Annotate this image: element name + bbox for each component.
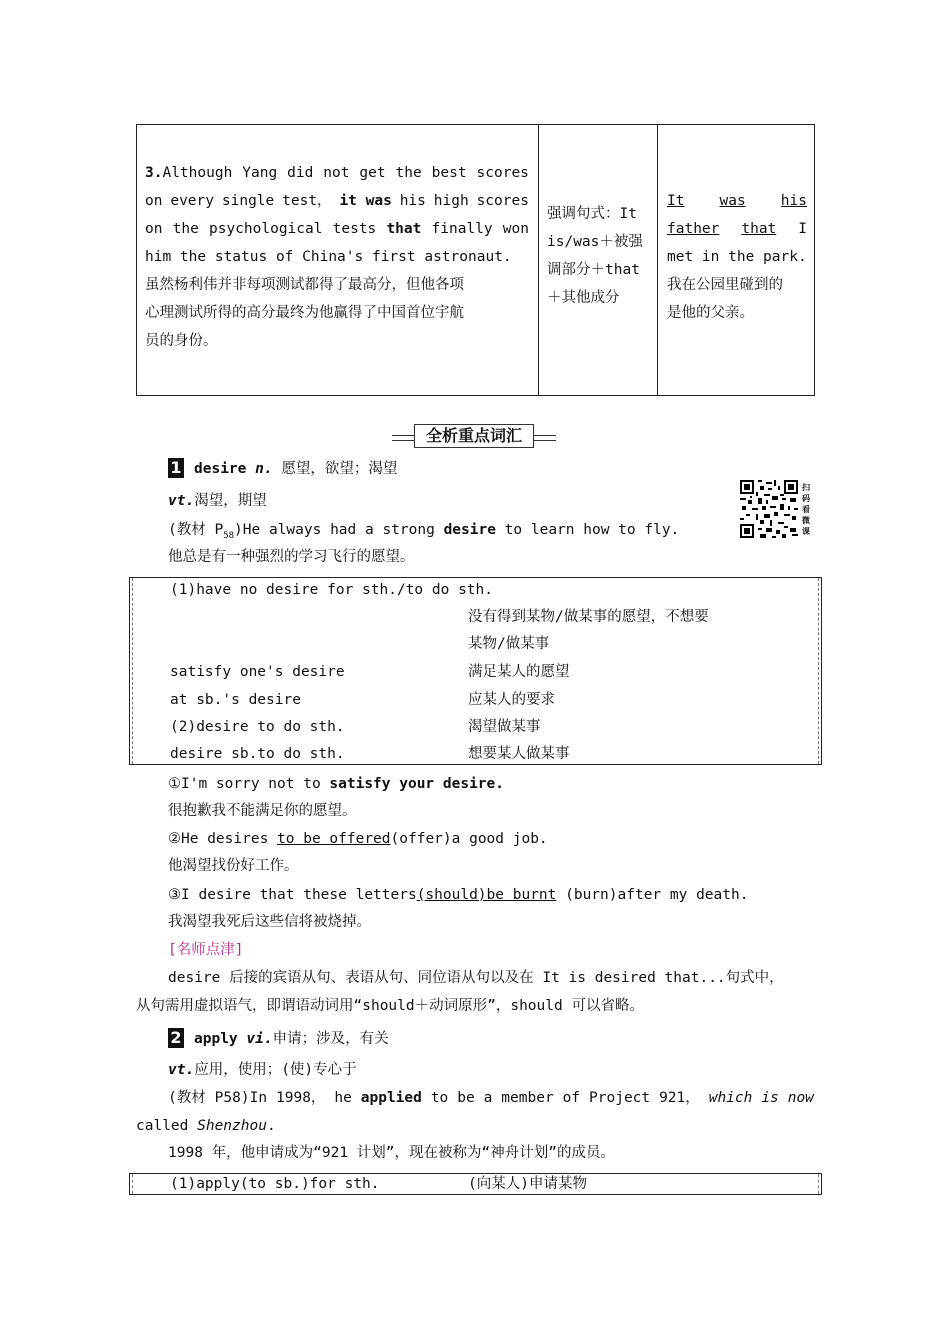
emphasis-that: that: [386, 221, 422, 237]
section-banner: [392, 424, 556, 448]
teacher-tip-label: [名师点津]: [168, 942, 244, 958]
example-line-2: father that I: [667, 221, 807, 237]
translation-line: 心理测试所得的高分最终为他赢得了中国首位宇航: [145, 305, 464, 321]
translation-line: 员的身份。: [145, 333, 218, 349]
example-line-3: met in the park.: [667, 249, 807, 265]
usage-phrase: desire sb.to do sth.: [170, 746, 345, 762]
grammar-table: [136, 124, 815, 396]
usage-meaning: 没有得到某物/做某事的愿望，不想要: [468, 609, 709, 625]
example-3-translation: 我渴望我死后这些信将被烧掉。: [168, 914, 371, 930]
teacher-tip-text: 从句需用虚拟语气，即谓语动词用“should＋动词原形”，should 可以省略。: [136, 998, 644, 1014]
usage-meaning: 渴望做某事: [468, 719, 541, 735]
textbook-example-translation: 1998 年，他申请成为“921 计划”，现在被称为“神舟计划”的成员。: [168, 1145, 615, 1161]
table-divider: [657, 125, 658, 395]
usage-meaning: 某物/做某事: [468, 636, 550, 652]
section-title: 全析重点词汇: [414, 424, 534, 448]
textbook-example-translation: 他总是有一种强烈的学习飞行的愿望。: [168, 549, 415, 565]
sentence-line-2: on every single test， it was his high scores: [145, 187, 529, 215]
answer-blank: (should)be burnt: [416, 887, 557, 903]
pattern-line: 调部分＋that: [547, 262, 640, 278]
pattern-line: is/was＋被强: [547, 234, 643, 250]
example-cn-line: 我在公园里碰到的: [667, 277, 783, 293]
table-divider: [538, 125, 539, 395]
qr-label: 扫 码 看 微 课: [802, 483, 810, 536]
usage-phrase: at sb.'s desire: [170, 692, 301, 708]
example-cn-line: 是他的父亲。: [667, 305, 754, 321]
qr-code[interactable]: [740, 480, 798, 538]
usage-phrase: satisfy one's desire: [170, 664, 345, 680]
entry-number: 1: [168, 458, 184, 478]
entry-meaning-vt: vt.应用，使用；(使)专心于: [168, 1062, 357, 1078]
emphasis-it-was: it was: [339, 193, 392, 209]
teacher-tip-text: desire 后接的宾语从句、表语从句、同位语从句以及在 It is desired that...句式中，: [168, 970, 784, 986]
entry-headword: apply vi.申请；涉及，有关: [194, 1031, 389, 1047]
usage-phrase: (2)desire to do sth.: [170, 719, 345, 735]
answer-blank: to be offered: [277, 831, 391, 847]
textbook-example: (教材 P58)In 1998， he applied to be a member of Project 921， which is now: [168, 1090, 814, 1106]
example-1-translation: 很抱歉我不能满足你的愿望。: [168, 803, 357, 819]
usage-meaning: 应某人的要求: [468, 692, 555, 708]
usage-meaning: 满足某人的愿望: [468, 664, 570, 680]
translation-line: 虽然杨利伟并非每项测试都得了最高分，但他各项: [145, 277, 464, 293]
sentence-line-1: 3.Although Yang did not get the best scores: [145, 165, 529, 181]
example-3: ③I desire that these letters(should)be burnt (burn)after my death.: [168, 887, 749, 903]
usage-meaning: (向某人)申请某物: [468, 1176, 587, 1192]
entry-number: 2: [168, 1028, 184, 1048]
pattern-line: 强调句式：It: [547, 206, 637, 222]
usage-meaning: 想要某人做某事: [468, 746, 570, 762]
sentence-line-4: him the status of China's first astronaut.: [145, 249, 512, 265]
example-line-1: It was his: [667, 193, 807, 209]
example-2-translation: 他渴望找份好工作。: [168, 858, 299, 874]
sentence-line-3: on the psychological tests that finally won: [145, 215, 529, 243]
entry-meaning-vt: vt.渴望，期望: [168, 493, 267, 509]
pattern-line: ＋其他成分: [547, 290, 620, 306]
example-2: ②He desires to be offered(offer)a good job.: [168, 831, 548, 847]
banner-bar: [534, 435, 556, 441]
banner-bar: [392, 435, 414, 441]
entry-headword: desire n. 愿望，欲望；渴望: [194, 461, 398, 477]
usage-phrase: (1)have no desire for sth./to do sth.: [170, 582, 494, 598]
usage-box: [129, 577, 822, 765]
example-cell: [667, 187, 807, 327]
textbook-example-cont: called Shenzhou.: [136, 1118, 276, 1134]
sentence-cell: [145, 159, 529, 355]
pattern-cell: [547, 200, 651, 312]
usage-phrase: (1)apply(to sb.)for sth.: [170, 1176, 380, 1192]
usage-box: [129, 1173, 822, 1195]
example-1: ①I'm sorry not to satisfy your desire.: [168, 776, 505, 792]
textbook-example: (教材 $P_{58})He$ always had a strong desire to learn how to fly.: [168, 522, 680, 541]
